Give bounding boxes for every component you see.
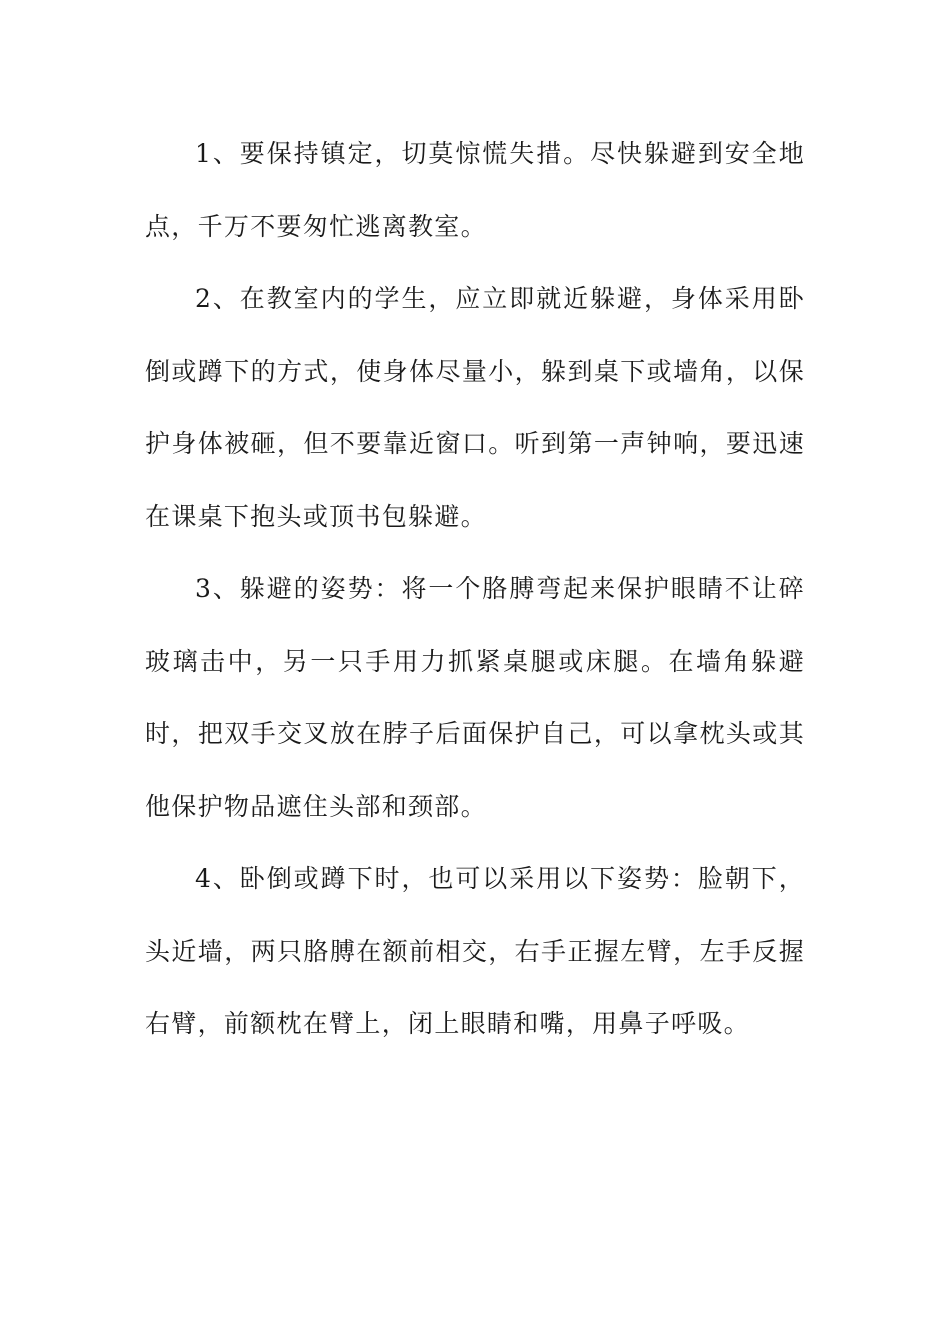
paragraph-4-line-3: 臂，前额枕在臂上，闭上眼睛和嘴，用鼻子呼吸。 xyxy=(171,1009,750,1038)
paragraph-2-line-1: 2、在教室内的学生，应立即就近躲避，身体采用卧倒 xyxy=(145,284,805,386)
document-body xyxy=(145,118,805,1061)
paragraph-1-line-2: 点，千万不要匆忙逃离教室。 xyxy=(145,211,487,241)
paragraph-4 xyxy=(145,843,805,1061)
paragraph-2 xyxy=(145,263,805,553)
paragraph-3-line-2: 璃击中，另一只手用力抓紧桌腿或床腿。在墙角躲避时， xyxy=(145,646,805,748)
paragraph-4-line-2: 近墙，两只胳膊在额前相交，右手正握左臂，左手反握右 xyxy=(145,936,805,1038)
paragraph-4-line-1: 4、卧倒或蹲下时，也可以采用以下姿势：脸朝下，头 xyxy=(145,864,805,966)
paragraph-2-line-2: 或蹲下的方式，使身体尽量小，躲到桌下或墙角，以保护 xyxy=(145,356,805,458)
paragraph-3 xyxy=(145,553,805,843)
paragraph-2-line-4: 课桌下抱头或顶书包躲避。 xyxy=(171,501,487,531)
paragraph-2-line-3: 身体被砸，但不要靠近窗口。听到第一声钟响，要迅速在 xyxy=(145,429,805,531)
paragraph-3-line-3: 把双手交叉放在脖子后面保护自己，可以拿枕头或其他保 xyxy=(145,719,805,821)
paragraph-1 xyxy=(145,118,805,263)
paragraph-1-line-1: 1、要保持镇定，切莫惊慌失措。尽快躲避到安全地 xyxy=(195,139,805,168)
paragraph-3-line-1: 3、躲避的姿势：将一个胳膊弯起来保护眼睛不让碎玻 xyxy=(145,574,805,676)
paragraph-3-line-4: 护物品遮住头部和颈部。 xyxy=(197,791,487,821)
